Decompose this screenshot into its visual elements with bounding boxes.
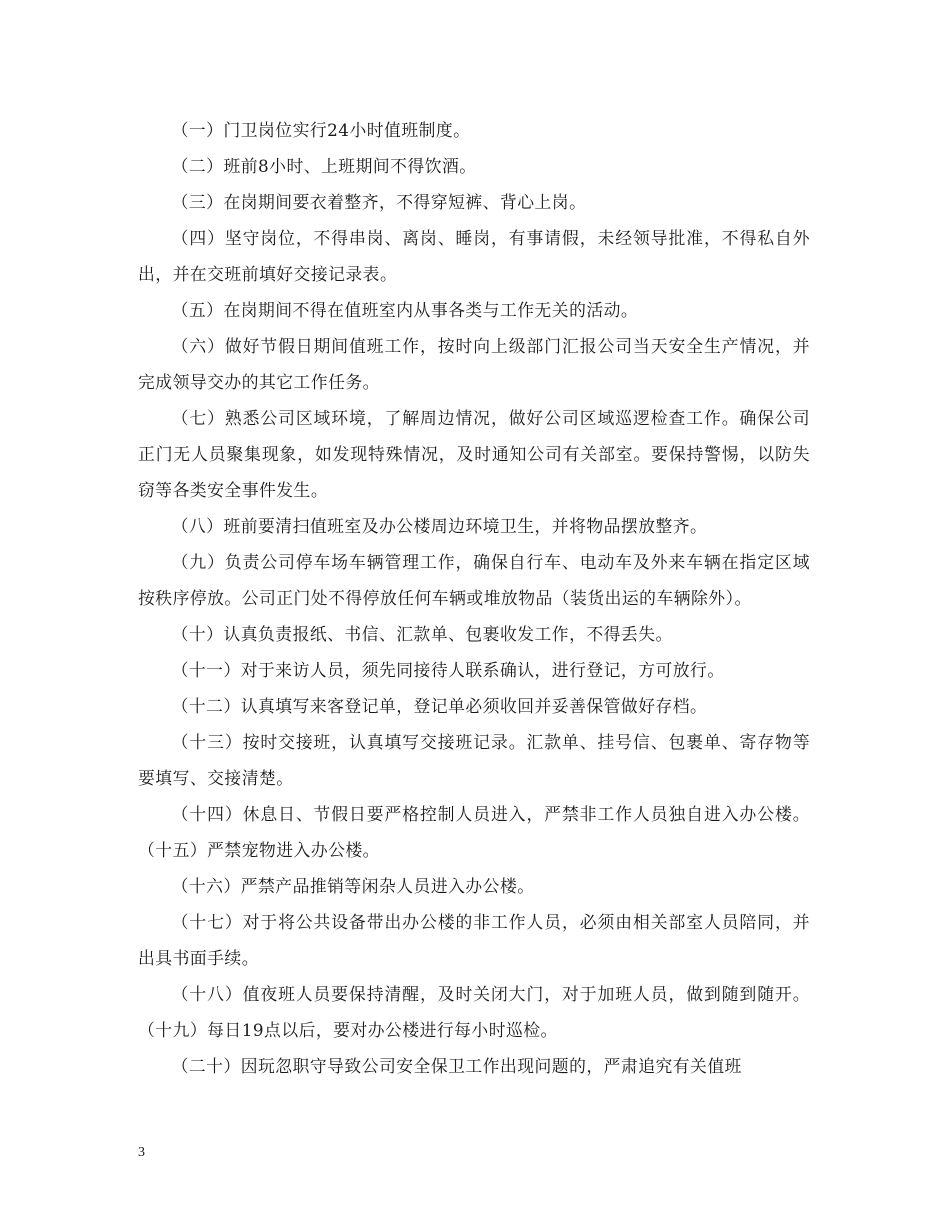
paragraph-2: （二）班前8小时、上班期间不得饮酒。 bbox=[171, 156, 477, 176]
paragraph-15: （十六）严禁产品推销等闲杂人员进入办公楼。 bbox=[171, 876, 535, 896]
paragraph-12: （十二）认真填写来客登记单，登记单必须收回并妥善保管做好存档。 bbox=[171, 696, 708, 716]
paragraph-11: （十一）对于来访人员，须先同接待人联系确认，进行登记，方可放行。 bbox=[171, 660, 725, 680]
paragraph-6: （六）做好节假日期间值班工作，按时向上级部门汇报公司当天安全生产情况，并完成领导交办的其它工作任务。 bbox=[138, 336, 810, 392]
document-body bbox=[138, 112, 810, 1084]
paragraph-14: （十四）休息日、节假日要严格控制人员进入，严禁非工作人员独自进入办公楼。 （十五）严禁宠物进入办公楼。 bbox=[138, 804, 810, 860]
paragraph-17: （十八）值夜班人员要保持清醒，及时关闭大门，对于加班人员，做到随到随开。 （十九）每日19点以后，要对办公楼进行每小时巡检。 bbox=[138, 984, 810, 1040]
paragraph-18: （二十）因玩忽职守导致公司安全保卫工作出现问题的，严肃追究有关值班 bbox=[171, 1056, 742, 1076]
paragraph-9: （九）负责公司停车场车辆管理工作，确保自行车、电动车及外来车辆在指定区域按秩序停放。公司正门处不得停放任何车辆或堆放物品（装货出运的车辆除外）。 bbox=[138, 552, 810, 608]
paragraph-8: （八）班前要清扫值班室及办公楼周边环境卫生，并将物品摆放整齐。 bbox=[171, 516, 708, 536]
paragraph-5: （五）在岗期间不得在值班室内从事各类与工作无关的活动。 bbox=[171, 300, 639, 320]
paragraph-16: （十七）对于将公共设备带出办公楼的非工作人员，必须由相关部室人员陪同，并出具书面手续。 bbox=[138, 912, 810, 968]
page-number: 3 bbox=[138, 1145, 145, 1160]
paragraph-4: （四）坚守岗位，不得串岗、离岗、睡岗，有事请假，未经领导批准，不得私自外出，并在交班前填好交接记录表。 bbox=[138, 228, 810, 284]
paragraph-13: （十三）按时交接班，认真填写交接班记录。汇款单、挂号信、包裹单、寄存物等要填写、交接清楚。 bbox=[138, 732, 810, 788]
paragraph-1: （一）门卫岗位实行24小时值班制度。 bbox=[171, 120, 471, 140]
paragraph-3: （三）在岗期间要衣着整齐，不得穿短裤、背心上岗。 bbox=[171, 192, 587, 212]
paragraph-7: （七）熟悉公司区域环境，了解周边情况，做好公司区域巡逻检查工作。确保公司正门无人员聚集现象，如发现特殊情况，及时通知公司有关部室。要保持警惕，以防失窃等各类安全事件发生。 bbox=[138, 408, 810, 500]
paragraph-10: （十）认真负责报纸、书信、汇款单、包裹收发工作，不得丢失。 bbox=[171, 624, 673, 644]
